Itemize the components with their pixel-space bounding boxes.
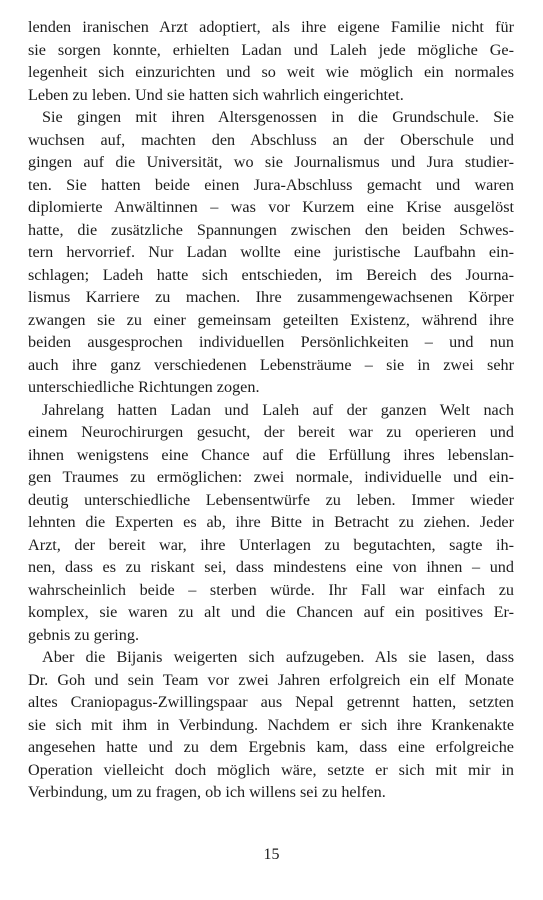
- text-line: Jahrelang hatten Ladan und Laleh auf der ganzen Welt nach: [42, 400, 514, 419]
- text-line: lehnten die Experten es ab, ihre Bitte in Betracht zu ziehen. Jeder: [28, 513, 514, 531]
- text-line: zwangen sie zu einer gemeinsam geteilten Existenz, während ihre: [28, 310, 514, 329]
- text-line: sie sorgen konnte, erhielten Ladan und Laleh jede mögliche Ge-: [28, 40, 514, 59]
- text-line: gen Traumes zu ermöglichen: zwei normale, individuelle und ein-: [28, 468, 514, 486]
- text-line: deutig unterschiedliche Lebensentwürfe zu leben. Immer wieder: [28, 490, 514, 509]
- text-line: lismus Karriere zu machen. Ihre zusammengewachsenen Körper: [28, 288, 514, 306]
- paragraph: [28, 106, 514, 399]
- text-line: diplomierte Anwältinnen – was vor Kurzem eine Krise ausgelöst: [28, 198, 514, 216]
- text-line: altes Craniopagus-Zwillingspaar aus Nepal getrennt hatten, setzten: [28, 693, 514, 711]
- text-line: wuchsen auf, machten den Abschluss an der Oberschule und: [28, 130, 514, 149]
- body-text: [28, 16, 514, 804]
- text-line: wahrscheinlich beide – sterben würde. Ihr Fall war einfach zu: [28, 580, 514, 599]
- text-line: ten. Sie hatten beide einen Jura-Abschluss gemacht und waren: [28, 175, 514, 194]
- text-line: unterschiedliche Richtungen zogen.: [28, 378, 260, 396]
- text-line: Aber die Bijanis weigerten sich aufzugeben. Als sie lasen, dass: [42, 648, 514, 666]
- text-line: Leben zu leben. Und sie hatten sich wahrlich eingerichtet.: [28, 85, 404, 104]
- text-line: Operation vielleicht doch möglich wäre, setzte er sich mit mir in: [28, 760, 514, 779]
- text-line: einem Neurochirurgen gesucht, der bereit war zu operieren und: [28, 423, 514, 441]
- text-line: komplex, sie waren zu alt und die Chancen auf ein positives Er-: [28, 603, 514, 621]
- text-line: gingen auf die Universität, wo sie Journalismus und Jura studier-: [28, 153, 514, 171]
- text-line: nen, dass es zu riskant sei, dass mindestens eine von ihnen – und: [28, 558, 514, 576]
- page-number: 15: [263, 846, 280, 863]
- text-line: auch ihre ganz verschiedenen Lebensträume – sie in zwei sehr: [28, 355, 514, 374]
- paragraph: [28, 646, 514, 804]
- text-line: Arzt, der bereit war, ihre Unterlagen zu begutachten, sagte ih-: [28, 535, 514, 554]
- text-line: schlagen; Ladeh hatte sich entschieden, im Bereich des Journa-: [28, 265, 514, 284]
- text-line: ihnen wenigstens eine Chance auf die Erfüllung ihres lebenslan-: [28, 445, 514, 464]
- text-line: gebnis zu gering.: [28, 625, 140, 644]
- paragraph: [28, 16, 514, 106]
- text-line: legenheit sich einzurichten und so weit wie möglich ein normales: [28, 63, 514, 81]
- paragraph: [28, 399, 514, 647]
- text-line: Verbindung, um zu fragen, ob ich willens sei zu helfen.: [28, 783, 386, 801]
- text-line: beiden ausgesprochen individuellen Persönlichkeiten – und nun: [28, 333, 514, 351]
- text-line: Sie gingen mit ihren Altersgenossen in die Grundschule. Sie: [42, 108, 514, 126]
- text-line: angesehen hatte und zu dem Ergebnis kam, dass eine erfolgreiche: [28, 738, 514, 756]
- text-line: Dr. Goh und sein Team vor zwei Jahren erfolgreich ein elf Monate: [28, 670, 514, 689]
- text-line: hatte, die zusätzliche Spannungen zwischen den beiden Schwes-: [28, 220, 514, 239]
- text-line: lenden iranischen Arzt adoptiert, als ihre eigene Familie nicht für: [28, 18, 514, 36]
- text-line: sie sich mit ihm in Verbindung. Nachdem er sich ihre Krankenakte: [28, 715, 514, 734]
- text-line: tern hervorrief. Nur Ladan wollte eine juristische Laufbahn ein-: [28, 243, 514, 261]
